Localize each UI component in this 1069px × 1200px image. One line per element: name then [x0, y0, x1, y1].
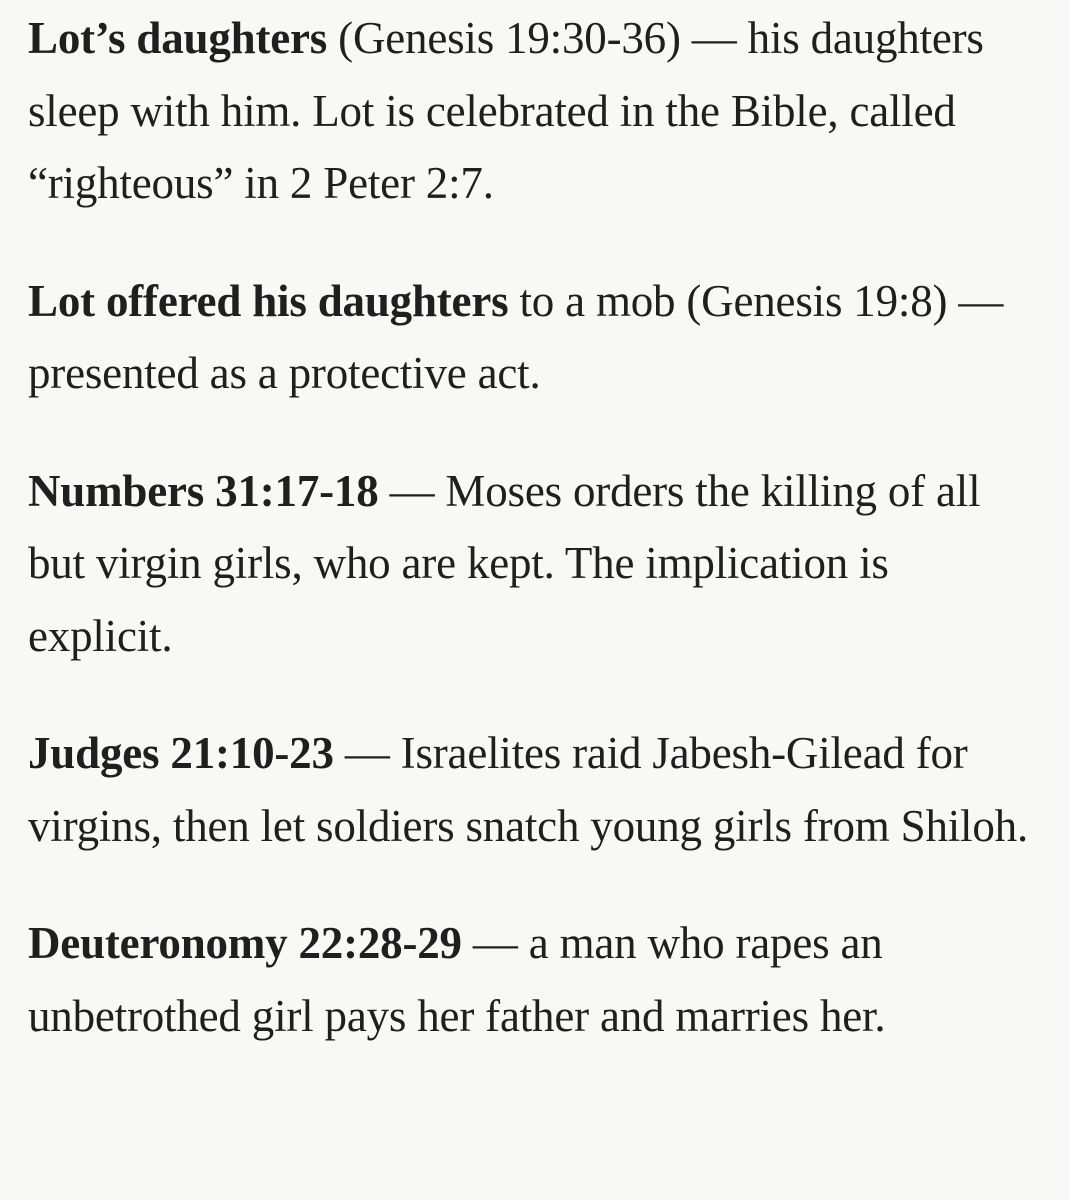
paragraph-numbers [28, 455, 1038, 673]
entry-text: — a man who rapes an unbetrothed girl pays her father and marries her. [28, 918, 886, 1041]
paragraph-judges [28, 717, 1038, 862]
paragraph-lots-daughters [28, 2, 1038, 220]
entry-text: — Israelites raid Jabesh-Gilead for virgins, then let soldiers snatch young girls from Shiloh. [28, 728, 1028, 851]
entry-heading: Judges 21:10-23 [28, 728, 334, 778]
entry-text: — Moses orders the killing of all but virgin girls, who are kept. The implication is explicit. [28, 465, 981, 661]
article-body [28, 0, 1038, 1052]
entry-heading: Deuteronomy 22:28-29 [28, 918, 462, 968]
entry-heading: Lot’s daughters [28, 13, 328, 63]
entry-text: to a mob (Genesis 19:8) — presented as a protective act. [28, 275, 1004, 398]
paragraph-deuteronomy [28, 907, 1038, 1052]
entry-text: (Genesis 19:30-36) — his daughters sleep with him. Lot is celebrated in the Bible, called “righteous” in 2 Peter 2:7. [28, 13, 984, 208]
entry-heading: Numbers 31:17-18 [28, 465, 379, 516]
entry-heading: Lot offered his daughters [28, 275, 509, 326]
paragraph-lot-offered [28, 265, 1038, 410]
